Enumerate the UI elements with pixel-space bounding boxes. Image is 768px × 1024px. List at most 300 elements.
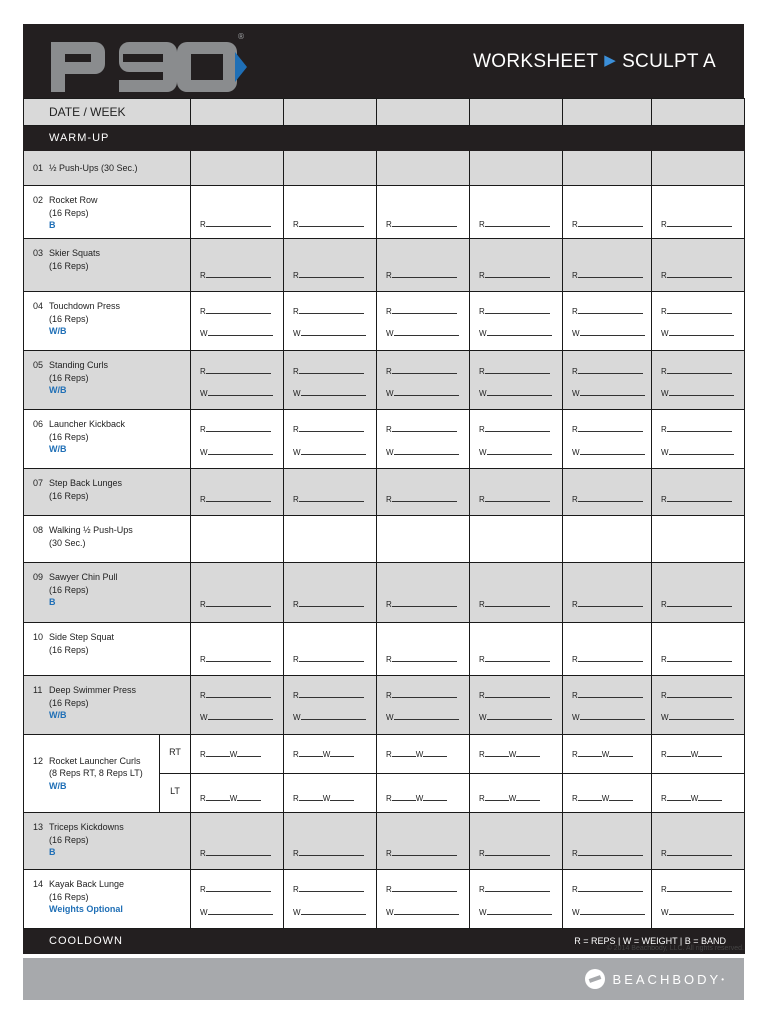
entry-cell bbox=[284, 676, 377, 735]
reps-field[interactable] bbox=[572, 653, 643, 664]
field-line bbox=[485, 792, 509, 801]
exercise-equipment: W/B bbox=[49, 326, 67, 336]
reps-field[interactable] bbox=[661, 493, 732, 504]
entry-cell bbox=[652, 239, 745, 292]
reps-field[interactable] bbox=[479, 305, 550, 316]
field-letter: W bbox=[386, 713, 394, 722]
field-line bbox=[487, 387, 552, 396]
weight-field[interactable] bbox=[661, 446, 734, 457]
field-line bbox=[299, 883, 364, 892]
entry-cell bbox=[377, 351, 470, 410]
field-letter: R bbox=[200, 600, 206, 609]
reps-field[interactable] bbox=[293, 305, 364, 316]
exercise-equipment: W/B bbox=[49, 444, 67, 454]
exercise-cell bbox=[24, 186, 191, 239]
weight-field[interactable] bbox=[661, 327, 734, 338]
reps-field[interactable] bbox=[293, 748, 354, 759]
field-letter: W bbox=[386, 448, 394, 457]
exercise-number: 08 bbox=[33, 525, 44, 535]
reps-field[interactable] bbox=[661, 365, 732, 376]
title-arrow-icon: ▶ bbox=[604, 52, 617, 69]
weight-field[interactable] bbox=[386, 387, 459, 398]
field-line bbox=[669, 446, 734, 455]
entry-cell bbox=[191, 735, 284, 774]
reps-field[interactable] bbox=[200, 883, 271, 894]
field-letter: W bbox=[572, 389, 580, 398]
exercise-row bbox=[24, 469, 745, 516]
entry-cell bbox=[563, 774, 652, 813]
reps-field[interactable] bbox=[200, 847, 271, 858]
exercise-cell bbox=[24, 469, 191, 516]
field-letter: R bbox=[200, 220, 206, 229]
reps-field[interactable] bbox=[661, 305, 732, 316]
entry-cell[interactable] bbox=[377, 516, 470, 563]
warmup-label: WARM-UP bbox=[49, 132, 110, 144]
exercise-equipment: B bbox=[49, 847, 56, 857]
exercise-name: Rocket Launcher Curls bbox=[49, 755, 141, 766]
weight-field[interactable] bbox=[479, 446, 552, 457]
reps-field[interactable] bbox=[386, 653, 457, 664]
entry-cell[interactable] bbox=[563, 516, 652, 563]
exercise-label bbox=[24, 469, 190, 502]
field-line bbox=[392, 748, 416, 757]
exercise-detail: (16 Reps) bbox=[49, 584, 89, 595]
exercise-name: Kayak Back Lunge bbox=[49, 879, 125, 889]
beachbody-text: BEACHBODY bbox=[612, 971, 722, 987]
exercise-label bbox=[24, 516, 190, 549]
reps-field[interactable] bbox=[293, 883, 364, 894]
weight-field[interactable] bbox=[572, 711, 645, 722]
exercise-number: 13 bbox=[33, 822, 44, 832]
entry-cell bbox=[284, 469, 377, 516]
field-line bbox=[487, 906, 552, 915]
entry-cell bbox=[284, 735, 377, 774]
exercise-label bbox=[24, 151, 190, 175]
weight-field[interactable] bbox=[479, 327, 552, 338]
field-line bbox=[392, 365, 457, 374]
weight-field[interactable] bbox=[661, 711, 734, 722]
reps-field[interactable] bbox=[293, 792, 354, 803]
weight-field[interactable] bbox=[386, 327, 459, 338]
exercise-detail: (16 Reps) bbox=[49, 834, 89, 845]
reps-field[interactable] bbox=[293, 423, 364, 434]
reps-field[interactable] bbox=[293, 365, 364, 376]
entry-cell[interactable] bbox=[470, 151, 563, 186]
field-letter: R bbox=[479, 794, 485, 803]
field-letter: R bbox=[479, 655, 485, 664]
field-letter: W bbox=[200, 713, 208, 722]
date-week-input[interactable] bbox=[284, 99, 377, 126]
reps-field[interactable] bbox=[293, 493, 364, 504]
reps-field[interactable] bbox=[661, 748, 722, 759]
field-line bbox=[299, 653, 364, 662]
weight-field[interactable] bbox=[479, 387, 552, 398]
field-letter: R bbox=[661, 220, 667, 229]
reps-field[interactable] bbox=[200, 598, 271, 609]
field-letter: R bbox=[293, 495, 299, 504]
field-letter: W bbox=[601, 794, 610, 803]
field-line bbox=[516, 792, 540, 801]
weight-field[interactable] bbox=[572, 906, 645, 917]
field-letter: R bbox=[479, 600, 485, 609]
exercise-detail: (16 Reps) bbox=[49, 372, 89, 383]
field-line bbox=[299, 748, 323, 757]
reps-field[interactable] bbox=[572, 423, 643, 434]
field-letter: W bbox=[479, 329, 487, 338]
field-line bbox=[667, 689, 732, 698]
entry-cell[interactable] bbox=[284, 516, 377, 563]
exercise-label bbox=[24, 870, 190, 916]
exercise-name: Standing Curls bbox=[49, 360, 109, 370]
field-line bbox=[485, 883, 550, 892]
reps-field[interactable] bbox=[200, 218, 271, 229]
weight-field[interactable] bbox=[293, 711, 366, 722]
field-line bbox=[578, 305, 643, 314]
reps-field[interactable] bbox=[479, 792, 540, 803]
field-line bbox=[578, 653, 643, 662]
reps-field[interactable] bbox=[572, 365, 643, 376]
exercise-number: 12 bbox=[33, 755, 44, 766]
field-line bbox=[423, 748, 447, 757]
field-letter: R bbox=[661, 425, 667, 434]
field-letter: R bbox=[293, 885, 299, 894]
field-line bbox=[667, 792, 691, 801]
reps-field[interactable] bbox=[386, 748, 447, 759]
entry-cell bbox=[191, 186, 284, 239]
field-line bbox=[485, 218, 550, 227]
reps-field[interactable] bbox=[386, 883, 457, 894]
field-letter: R bbox=[293, 367, 299, 376]
field-line bbox=[299, 365, 364, 374]
p90-logo bbox=[49, 32, 249, 98]
field-letter: W bbox=[293, 448, 301, 457]
reps-field[interactable] bbox=[386, 598, 457, 609]
entry-cell[interactable] bbox=[652, 516, 745, 563]
reps-field[interactable] bbox=[572, 305, 643, 316]
field-letter: R bbox=[386, 271, 392, 280]
weight-field[interactable] bbox=[293, 906, 366, 917]
reps-field[interactable] bbox=[661, 792, 722, 803]
reps-field[interactable] bbox=[661, 689, 732, 700]
field-line bbox=[394, 711, 459, 720]
reps-field[interactable] bbox=[200, 653, 271, 664]
weight-field[interactable] bbox=[661, 387, 734, 398]
entry-cell bbox=[377, 410, 470, 469]
reps-field[interactable] bbox=[661, 269, 732, 280]
reps-field[interactable] bbox=[200, 269, 271, 280]
exercise-name: Walking ½ Push-Ups bbox=[49, 525, 133, 535]
reps-field[interactable] bbox=[386, 689, 457, 700]
field-line bbox=[392, 653, 457, 662]
date-week-label-cell bbox=[24, 99, 191, 126]
date-week-input[interactable] bbox=[470, 99, 563, 126]
exercise-equipment: B bbox=[49, 220, 56, 230]
entry-cell bbox=[563, 563, 652, 623]
entry-cell bbox=[470, 292, 563, 351]
weight-field[interactable] bbox=[293, 327, 366, 338]
reps-field[interactable] bbox=[386, 365, 457, 376]
field-line bbox=[394, 446, 459, 455]
exercise-title-line bbox=[33, 571, 190, 584]
field-line bbox=[208, 711, 273, 720]
field-line bbox=[394, 327, 459, 336]
field-line bbox=[208, 327, 273, 336]
exercise-detail: (16 Reps) bbox=[49, 891, 89, 902]
field-letter: W bbox=[601, 750, 610, 759]
entry-cell bbox=[377, 774, 470, 813]
reps-field[interactable] bbox=[200, 792, 261, 803]
field-line bbox=[578, 218, 643, 227]
reps-field[interactable] bbox=[293, 218, 364, 229]
field-line bbox=[487, 711, 552, 720]
reps-field[interactable] bbox=[572, 792, 633, 803]
reps-field[interactable] bbox=[386, 423, 457, 434]
entry-cell bbox=[563, 623, 652, 676]
reps-field[interactable] bbox=[479, 748, 540, 759]
field-line bbox=[330, 748, 354, 757]
exercise-row bbox=[24, 186, 745, 239]
field-line bbox=[487, 327, 552, 336]
field-line bbox=[206, 689, 271, 698]
reps-field[interactable] bbox=[661, 218, 732, 229]
date-week-input[interactable] bbox=[377, 99, 470, 126]
field-line bbox=[580, 327, 645, 336]
exercise-label bbox=[24, 813, 190, 859]
reps-field[interactable] bbox=[661, 653, 732, 664]
field-line bbox=[667, 365, 732, 374]
reps-field[interactable] bbox=[479, 218, 550, 229]
date-week-input[interactable] bbox=[652, 99, 745, 126]
exercise-row bbox=[24, 239, 745, 292]
weight-field[interactable] bbox=[386, 446, 459, 457]
field-letter: R bbox=[572, 367, 578, 376]
weight-field[interactable] bbox=[200, 327, 273, 338]
exercise-number: 03 bbox=[33, 248, 44, 258]
reps-field[interactable] bbox=[572, 598, 643, 609]
entry-cell[interactable] bbox=[563, 151, 652, 186]
weight-field[interactable] bbox=[572, 387, 645, 398]
weight-field[interactable] bbox=[572, 327, 645, 338]
field-line bbox=[208, 906, 273, 915]
reps-field[interactable] bbox=[572, 847, 643, 858]
reps-field[interactable] bbox=[479, 365, 550, 376]
reps-field[interactable] bbox=[572, 493, 643, 504]
field-line bbox=[237, 748, 261, 757]
reps-field[interactable] bbox=[479, 689, 550, 700]
field-line bbox=[485, 598, 550, 607]
entry-cell[interactable] bbox=[377, 151, 470, 186]
reps-field[interactable] bbox=[479, 493, 550, 504]
entry-cell bbox=[284, 774, 377, 813]
field-letter: R bbox=[661, 750, 667, 759]
entry-cell[interactable] bbox=[191, 151, 284, 186]
field-line bbox=[667, 423, 732, 432]
field-line bbox=[609, 792, 633, 801]
reps-field[interactable] bbox=[661, 598, 732, 609]
field-line bbox=[485, 689, 550, 698]
reps-field[interactable] bbox=[386, 218, 457, 229]
date-week-input[interactable] bbox=[191, 99, 284, 126]
entry-cell[interactable] bbox=[284, 151, 377, 186]
exercise-title-line bbox=[33, 359, 190, 372]
field-line bbox=[485, 269, 550, 278]
entry-cell bbox=[284, 563, 377, 623]
field-line bbox=[669, 327, 734, 336]
field-letter: W bbox=[661, 389, 669, 398]
weight-field[interactable] bbox=[386, 906, 459, 917]
field-letter: W bbox=[386, 389, 394, 398]
field-letter: W bbox=[572, 329, 580, 338]
entry-cell bbox=[377, 186, 470, 239]
date-week-input[interactable] bbox=[563, 99, 652, 126]
reps-field[interactable] bbox=[479, 269, 550, 280]
field-letter: W bbox=[479, 389, 487, 398]
reps-field[interactable] bbox=[293, 269, 364, 280]
field-line bbox=[394, 906, 459, 915]
reps-field[interactable] bbox=[572, 218, 643, 229]
reps-field[interactable] bbox=[200, 423, 271, 434]
reps-field[interactable] bbox=[386, 847, 457, 858]
field-letter: W bbox=[690, 794, 699, 803]
reps-field[interactable] bbox=[479, 598, 550, 609]
field-line bbox=[301, 906, 366, 915]
reps-field[interactable] bbox=[293, 847, 364, 858]
field-line bbox=[578, 423, 643, 432]
reps-field[interactable] bbox=[386, 493, 457, 504]
reps-field[interactable] bbox=[386, 305, 457, 316]
reps-field[interactable] bbox=[200, 493, 271, 504]
field-line bbox=[667, 598, 732, 607]
field-letter: R bbox=[200, 495, 206, 504]
entry-cell bbox=[284, 186, 377, 239]
field-letter: R bbox=[200, 425, 206, 434]
p90-logo-graphic bbox=[49, 36, 249, 98]
reps-field[interactable] bbox=[200, 305, 271, 316]
field-letter: R bbox=[572, 849, 578, 858]
field-letter: W bbox=[293, 713, 301, 722]
reps-field[interactable] bbox=[479, 883, 550, 894]
exercise-name: Side Step Squat bbox=[49, 632, 115, 642]
reps-field[interactable] bbox=[479, 423, 550, 434]
field-letter: W bbox=[661, 713, 669, 722]
field-letter: W bbox=[572, 713, 580, 722]
weight-field[interactable] bbox=[200, 387, 273, 398]
reps-field[interactable] bbox=[572, 883, 643, 894]
field-letter: R bbox=[661, 367, 667, 376]
entry-cell bbox=[652, 563, 745, 623]
reps-field[interactable] bbox=[293, 653, 364, 664]
entry-cell bbox=[377, 292, 470, 351]
weight-field[interactable] bbox=[200, 906, 273, 917]
exercise-row bbox=[24, 410, 745, 469]
field-line bbox=[669, 711, 734, 720]
exercise-number: 07 bbox=[33, 478, 44, 488]
entry-cell[interactable] bbox=[652, 151, 745, 186]
field-letter: R bbox=[293, 794, 299, 803]
field-letter: R bbox=[572, 495, 578, 504]
field-letter: R bbox=[661, 885, 667, 894]
field-letter: R bbox=[479, 849, 485, 858]
exercise-row bbox=[24, 623, 745, 676]
field-line bbox=[206, 365, 271, 374]
reps-field[interactable] bbox=[386, 792, 447, 803]
field-letter: R bbox=[386, 425, 392, 434]
exercise-title-line bbox=[33, 162, 190, 175]
weight-field[interactable] bbox=[293, 446, 366, 457]
entry-cell[interactable] bbox=[191, 516, 284, 563]
entry-cell bbox=[652, 813, 745, 870]
field-line bbox=[299, 689, 364, 698]
weight-field[interactable] bbox=[200, 711, 273, 722]
title-sculpt: SCULPT A bbox=[622, 51, 716, 72]
field-line bbox=[667, 883, 732, 892]
reps-field[interactable] bbox=[479, 847, 550, 858]
reps-field[interactable] bbox=[200, 748, 261, 759]
entry-cell bbox=[191, 563, 284, 623]
field-line bbox=[392, 689, 457, 698]
entry-cell bbox=[191, 410, 284, 469]
weight-field[interactable] bbox=[200, 446, 273, 457]
weight-field[interactable] bbox=[386, 711, 459, 722]
weight-field[interactable] bbox=[572, 446, 645, 457]
field-line bbox=[299, 792, 323, 801]
field-line bbox=[578, 748, 602, 757]
reps-field[interactable] bbox=[661, 423, 732, 434]
field-line bbox=[609, 748, 633, 757]
weight-field[interactable] bbox=[293, 387, 366, 398]
field-line bbox=[578, 792, 602, 801]
entry-cell bbox=[563, 351, 652, 410]
reps-field[interactable] bbox=[661, 883, 732, 894]
reps-field[interactable] bbox=[572, 689, 643, 700]
field-letter: W bbox=[200, 448, 208, 457]
field-line bbox=[487, 446, 552, 455]
reps-field[interactable] bbox=[293, 598, 364, 609]
exercise-equipment: W/B bbox=[49, 385, 67, 395]
field-letter: W bbox=[661, 448, 669, 457]
field-line bbox=[208, 446, 273, 455]
field-letter: R bbox=[572, 307, 578, 316]
reps-field[interactable] bbox=[572, 748, 633, 759]
field-letter: R bbox=[572, 750, 578, 759]
reps-field[interactable] bbox=[386, 269, 457, 280]
weight-field[interactable] bbox=[479, 906, 552, 917]
weight-field[interactable] bbox=[661, 906, 734, 917]
reps-field[interactable] bbox=[661, 847, 732, 858]
entry-cell[interactable] bbox=[470, 516, 563, 563]
reps-field[interactable] bbox=[200, 689, 271, 700]
reps-field[interactable] bbox=[293, 689, 364, 700]
entry-cell bbox=[470, 870, 563, 929]
reps-field[interactable] bbox=[572, 269, 643, 280]
field-line bbox=[301, 327, 366, 336]
reps-field[interactable] bbox=[479, 653, 550, 664]
entry-cell bbox=[563, 469, 652, 516]
exercise-name: Touchdown Press bbox=[49, 301, 121, 311]
exercise-number: 01 bbox=[33, 163, 44, 173]
reps-field[interactable] bbox=[200, 365, 271, 376]
beachbody-mark: • bbox=[721, 974, 724, 984]
field-line bbox=[299, 423, 364, 432]
field-letter: R bbox=[386, 885, 392, 894]
field-line bbox=[578, 847, 643, 856]
weight-field[interactable] bbox=[479, 711, 552, 722]
field-line bbox=[667, 269, 732, 278]
exercise-cell bbox=[24, 292, 191, 351]
entry-cell bbox=[652, 292, 745, 351]
field-line bbox=[301, 446, 366, 455]
exercise-label bbox=[24, 292, 190, 338]
